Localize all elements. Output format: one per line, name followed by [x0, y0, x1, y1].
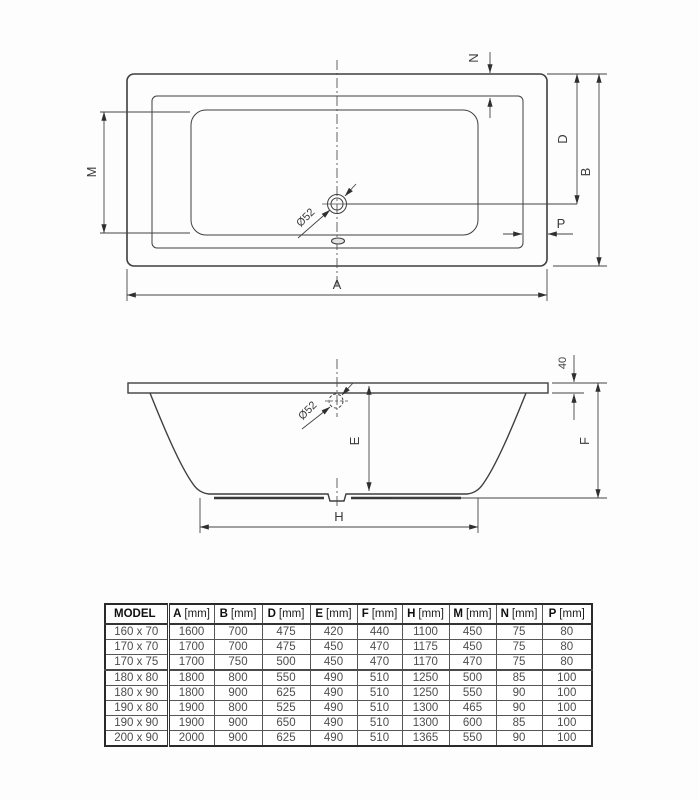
dim-40	[552, 355, 607, 420]
table-cell: 465	[449, 701, 496, 716]
table-cell: 1175	[402, 640, 449, 655]
column-header-n: N [mm]	[496, 604, 542, 624]
drain-side	[296, 383, 353, 429]
dim-label-e: E	[347, 436, 362, 446]
side-view	[128, 355, 607, 533]
dim-label-f: F	[577, 437, 592, 445]
table-cell: 200 x 90	[105, 731, 168, 747]
dim-b	[553, 74, 607, 266]
table-cell: 1100	[402, 624, 449, 640]
table-cell: 1300	[402, 701, 449, 716]
dim-label-p: P	[556, 216, 566, 231]
table-row	[105, 716, 592, 731]
dim-h	[200, 498, 478, 533]
table-row	[105, 670, 592, 686]
top-view	[84, 52, 607, 301]
dim-n	[466, 52, 490, 118]
table-cell: 500	[262, 655, 310, 671]
rim-profile	[128, 383, 548, 393]
table-row	[105, 701, 592, 716]
dim-f	[392, 383, 607, 498]
table-cell: 100	[542, 716, 592, 731]
dim-p	[503, 216, 573, 234]
table-row	[105, 731, 592, 747]
table-row	[105, 624, 592, 640]
table-cell: 1900	[168, 716, 214, 731]
table-cell: 100	[542, 701, 592, 716]
table-cell: 800	[214, 670, 262, 686]
dim-label-m: M	[84, 166, 99, 178]
table-cell: 470	[357, 655, 402, 671]
table-cell: 180 x 80	[105, 670, 168, 686]
table-cell: 750	[214, 655, 262, 671]
table-cell: 475	[262, 624, 310, 640]
table-cell: 1300	[402, 716, 449, 731]
table-cell: 490	[310, 731, 357, 747]
table-cell: 85	[496, 670, 542, 686]
table-cell: 625	[262, 686, 310, 701]
table-cell: 510	[357, 701, 402, 716]
table-cell: 100	[542, 670, 592, 686]
drain-diameter-label: Ø52	[294, 206, 318, 230]
table-cell: 1170	[402, 655, 449, 671]
tub-profile	[150, 393, 526, 501]
dim-label-rim-height: 40	[557, 356, 569, 370]
dimension-table	[104, 603, 593, 747]
table-cell: 490	[310, 686, 357, 701]
dim-e	[347, 386, 369, 491]
dim-label-d: D	[555, 134, 570, 144]
tub-basin	[191, 110, 478, 235]
column-header-f: F [mm]	[357, 604, 402, 624]
table-cell: 475	[262, 640, 310, 655]
table-cell: 900	[214, 686, 262, 701]
table-cell: 100	[542, 731, 592, 747]
table-row	[105, 686, 592, 701]
table-cell: 525	[262, 701, 310, 716]
table-cell: 170 x 75	[105, 655, 168, 671]
table-cell: 450	[310, 655, 357, 671]
table-cell: 450	[310, 640, 357, 655]
table-cell: 510	[357, 731, 402, 747]
table-cell: 180 x 90	[105, 686, 168, 701]
dim-label-h: H	[334, 509, 344, 524]
table-cell: 80	[542, 640, 592, 655]
table-cell: 550	[449, 686, 496, 701]
table-cell: 490	[310, 701, 357, 716]
table-cell: 1900	[168, 701, 214, 716]
dim-label-a: A	[332, 277, 342, 292]
table-cell: 490	[310, 670, 357, 686]
table-cell: 75	[496, 640, 542, 655]
table-cell: 700	[214, 640, 262, 655]
dim-a	[127, 269, 547, 301]
table-cell: 450	[449, 640, 496, 655]
table-row	[105, 640, 592, 655]
column-header-p: P [mm]	[542, 604, 592, 624]
table-cell: 470	[357, 640, 402, 655]
table-cell: 90	[496, 731, 542, 747]
table-cell: 170 x 70	[105, 640, 168, 655]
column-header-b: B [mm]	[214, 604, 262, 624]
table-cell: 1250	[402, 686, 449, 701]
table-cell: 80	[542, 655, 592, 671]
dim-m	[84, 112, 190, 233]
table-cell: 2000	[168, 731, 214, 747]
table-cell: 1800	[168, 670, 214, 686]
table-cell: 900	[214, 731, 262, 747]
dim-label-n: N	[466, 53, 481, 63]
table-cell: 550	[262, 670, 310, 686]
table-cell: 550	[449, 731, 496, 747]
table-cell: 90	[496, 701, 542, 716]
table-cell: 800	[214, 701, 262, 716]
table-cell: 1365	[402, 731, 449, 747]
table-cell: 500	[449, 670, 496, 686]
table-cell: 75	[496, 655, 542, 671]
table-cell: 1600	[168, 624, 214, 640]
table-cell: 160 x 70	[105, 624, 168, 640]
column-header-h: H [mm]	[402, 604, 449, 624]
column-header-e: E [mm]	[310, 604, 357, 624]
table-cell: 80	[542, 624, 592, 640]
table-header-row	[105, 604, 592, 624]
table-cell: 75	[496, 624, 542, 640]
column-header-m: M [mm]	[449, 604, 496, 624]
tub-rim-inner-edge	[152, 96, 523, 248]
table-row	[105, 655, 592, 671]
column-header-a: A [mm]	[168, 604, 214, 624]
table-cell: 625	[262, 731, 310, 747]
table-cell: 190 x 90	[105, 716, 168, 731]
column-header-model: MODEL	[105, 604, 168, 624]
table-cell: 1700	[168, 640, 214, 655]
table-cell: 90	[496, 686, 542, 701]
overflow-hole	[332, 238, 345, 244]
table-cell: 420	[310, 624, 357, 640]
table-cell: 440	[357, 624, 402, 640]
table-cell: 100	[542, 686, 592, 701]
table-cell: 190 x 80	[105, 701, 168, 716]
table-cell: 900	[214, 716, 262, 731]
column-header-d: D [mm]	[262, 604, 310, 624]
table-cell: 1800	[168, 686, 214, 701]
table-cell: 600	[449, 716, 496, 731]
dim-d	[547, 74, 607, 204]
table-cell: 490	[310, 716, 357, 731]
table-cell: 85	[496, 716, 542, 731]
table-cell: 1250	[402, 670, 449, 686]
table-cell: 510	[357, 716, 402, 731]
table-cell: 650	[262, 716, 310, 731]
dim-label-b: B	[578, 167, 593, 177]
table-cell: 510	[357, 670, 402, 686]
table-cell: 510	[357, 686, 402, 701]
table-cell: 700	[214, 624, 262, 640]
table-cell: 450	[449, 624, 496, 640]
drain-diameter-label-side: Ø52	[296, 399, 320, 423]
table-cell: 470	[449, 655, 496, 671]
table-cell: 1700	[168, 655, 214, 671]
